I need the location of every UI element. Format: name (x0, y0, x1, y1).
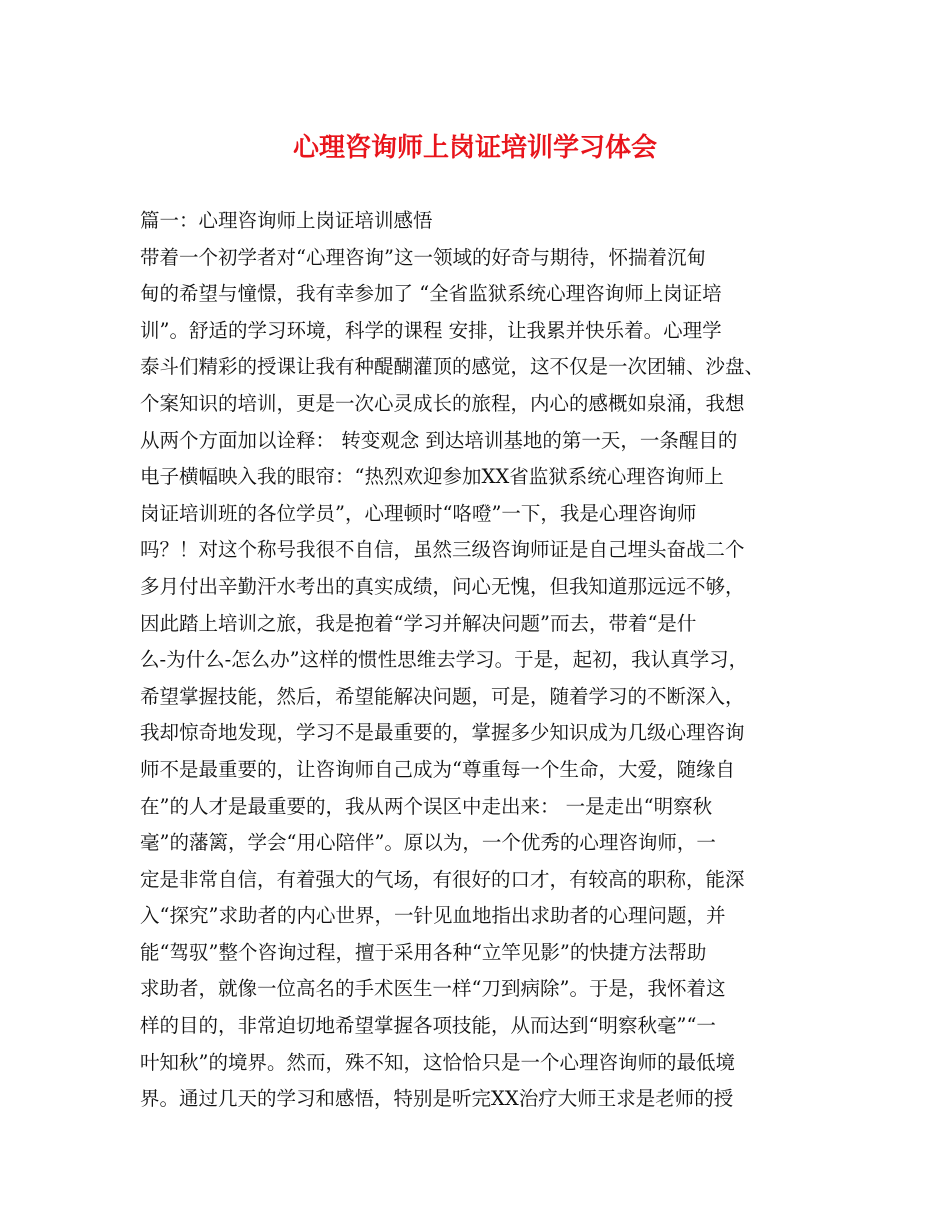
document-title: 心理咨询师上岗证培训学习体会 (292, 133, 657, 163)
body-line: 界。通过几天的学习和感悟，特别是听完XX治疗大师王求是老师的授 (140, 1087, 734, 1111)
body-line: 从两个方面加以诠释： 转变观念 到达培训基地的第一天，一条醒目的 (140, 428, 738, 452)
body-line: 吗？！对这个称号我很不自信，虽然三级咨询师证是自己埋头奋战二个 (140, 538, 745, 562)
body-line: 多月付出辛勤汗水考出的真实成绩，问心无愧，但我知道那远远不够， (140, 574, 745, 598)
body-line: 入“探究”求助者的内心世界，一针见血地指出求助者的心理问题，并 (140, 904, 726, 928)
body-line: 毫”的藩篱，学会“用心陪伴”。原以为，一个优秀的心理咨询师，一 (140, 831, 716, 855)
body-line: 求助者，就像一位高名的手术医生一样“刀到病除”。于是，我怀着这 (140, 977, 726, 1001)
body-line: 我却惊奇地发现，学习不是最重要的，掌握多少知识成为几级心理咨询 (140, 721, 745, 745)
body-line: 在”的人才是最重要的，我从两个误区中走出来： 一是走出“明察秋 (140, 794, 713, 818)
body-line: 希望掌握技能，然后，希望能解决问题，可是，随着学习的不断深入， (140, 684, 745, 708)
body-line: 甸的希望与憧憬，我有幸参加了 “全省监狱系统心理咨询师上岗证培 (140, 282, 722, 306)
body-line: 定是非常自信，有着强大的气场，有很好的口才，有较高的职称，能深 (140, 867, 745, 891)
body-line: 带着一个初学者对“心理咨询”这一领域的好奇与期待，怀揣着沉甸 (140, 245, 706, 269)
body-line: 因此踏上培训之旅，我是抱着“学习并解决问题”而去，带着“是什 (140, 611, 697, 635)
body-line: 个案知识的培训，更是一次心灵成长的旅程，内心的感概如泉涌，我想 (140, 391, 745, 415)
body-line: 样的目的，非常迫切地希望掌握各项技能，从而达到“明察秋毫”“一 (140, 1014, 716, 1038)
body-line: 泰斗们精彩的授课让我有种醍醐灌顶的感觉，这不仅是一次团辅、沙盘、 (140, 355, 765, 379)
body-line: 能“驾驭”整个咨询过程，擅于采用各种“立竿见影”的快捷方法帮助 (140, 940, 707, 964)
body-line: 师不是最重要的，让咨询师自己成为“尊重每一个生命，大爱，随缘自 (140, 757, 735, 781)
section-heading: 篇一：心理咨询师上岗证培训感悟 (140, 209, 433, 232)
body-line: 么-为什么-怎么办”这样的惯性思维去学习。于是，起初，我认真学习， (140, 648, 749, 672)
body-line: 叶知秋”的境界。然而，殊不知，这恰恰只是一个心理咨询师的最低境 (140, 1050, 735, 1074)
document-body (140, 203, 820, 1118)
body-line: 岗证培训班的各位学员”，心理顿时“咯噔”一下，我是心理咨询师 (140, 501, 697, 525)
body-line: 训”。舒适的学习环境，科学的课程 安排，让我累并快乐着。心理学 (140, 318, 722, 342)
body-line: 电子横幅映入我的眼帘：“热烈欢迎参加XX省监狱系统心理咨询师上 (140, 465, 724, 489)
